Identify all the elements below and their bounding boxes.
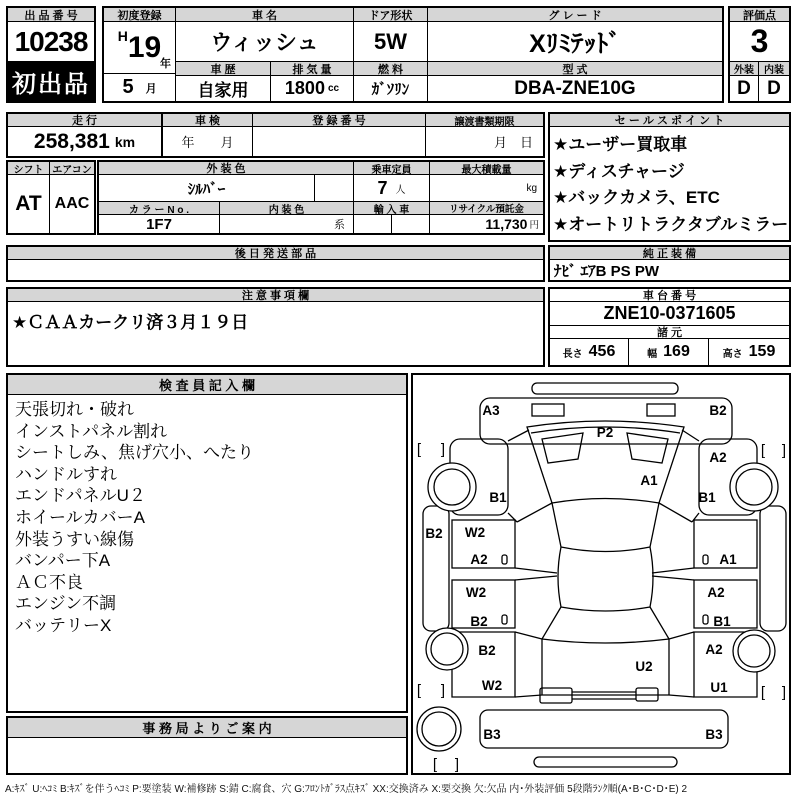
damage-code: A1 (640, 473, 658, 488)
inspector-note: ホイールカバーA (15, 507, 145, 527)
registration-number-value (253, 127, 426, 156)
height-label: 高さ (722, 348, 743, 360)
wheel-front-right (730, 463, 778, 511)
section-office-info (6, 716, 408, 775)
damage-code: W2 (464, 525, 486, 540)
damage-code: A2 (705, 642, 723, 657)
tire-bracket: [ (416, 441, 422, 458)
auction-number-header: 出 品 番 号 (8, 8, 94, 22)
damage-code: U2 (635, 659, 653, 674)
max-load-value: kg (430, 175, 543, 202)
sales-point: ★ユーザー買取車 (553, 135, 688, 154)
exterior-color-header: 外 装 色 (99, 162, 354, 175)
inspector-note: エンドパネルU２ (15, 486, 146, 506)
damage-code: A1 (719, 552, 737, 567)
history-value: 自家用 (176, 76, 271, 101)
rear-bumper-strip (534, 757, 677, 767)
section-inspector-notes (6, 373, 408, 713)
reg-year-value: 19 (127, 30, 162, 64)
tire-bracket: ] (440, 682, 446, 699)
fuel-header: 燃 料 (354, 62, 428, 76)
inspector-notes-header: 検 査 員 記 入 欄 (8, 375, 406, 395)
section-notice (6, 287, 545, 367)
office-info-header: 事 務 局 よ り ご 案 内 (8, 718, 406, 738)
damage-code: P2 (596, 425, 614, 440)
recycle-fee-unit: 円 (529, 220, 539, 231)
mileage-number: 258,381 (33, 129, 110, 153)
interior-color-header: 内 装 色 (220, 202, 354, 215)
front-fold-lines (508, 430, 699, 547)
shaken-header: 車 検 (163, 114, 253, 127)
shift-header: シフト (8, 162, 50, 175)
aircon-header: エアコン (50, 162, 94, 175)
exterior-grade-header: 外装 (730, 62, 759, 76)
inspector-note: ＡＣ不良 (15, 572, 83, 592)
inspector-note: シートしみ、焦げ穴小、へたり (15, 443, 255, 463)
damage-code: B1 (489, 490, 507, 505)
model-code-value: DBA-ZNE10G (514, 77, 636, 99)
recycle-fee-value (430, 215, 543, 233)
legend-text: A:ｷｽﾞ U:ﾍｺﾐ B:ｷｽﾞを伴うﾍｺﾐ P:要塗装 W:補修跡 S:錆 C:腐食、穴 G:ﾌﾛﾝﾄｶﾞﾗｽ点ｷｽﾞ XX:交換済み X:要交換 欠:欠品 内･外装評価 5段階ﾗﾝｸ順(A･B･C･D･E) 2 (5, 784, 688, 795)
model-code-header: 型 式 (428, 62, 722, 76)
section-evaluation (728, 6, 791, 103)
month-unit: 月 (145, 82, 157, 95)
import-cell-1 (354, 215, 392, 233)
year-unit: 年 (160, 58, 171, 70)
headlight-right (647, 404, 675, 416)
section-shift-aircon (6, 160, 96, 235)
damage-code: B3 (705, 727, 723, 742)
mileage-header: 走 行 (8, 114, 163, 127)
headlight-left (532, 404, 564, 416)
door-handle (502, 615, 507, 624)
score-header: 評価点 (730, 8, 789, 22)
width-label: 幅 (647, 348, 658, 360)
recycle-fee-number: 11,730 (485, 216, 528, 232)
aircon-value: AAC (54, 195, 90, 212)
wheel-rear-left (426, 628, 468, 670)
chassis-number-header: 車 台 番 号 (550, 289, 789, 302)
section-later-parts (6, 245, 545, 282)
equipment-value: ﾅﾋﾞ ｴｱB PS PW (554, 262, 660, 280)
reg-month-value: 5 (122, 76, 134, 98)
section-damage-diagram (411, 373, 791, 775)
damage-code: B1 (713, 614, 731, 629)
damage-code: B2 (709, 403, 727, 418)
auction-number-value: 10238 (8, 22, 94, 62)
wheel-rear-right (733, 630, 775, 672)
sales-point: ★オートリトラクタブルミラー (553, 214, 789, 234)
damage-code: A3 (482, 403, 500, 418)
sales-point: ★バックカメラ、ETC (553, 188, 720, 207)
era-letter: H (117, 28, 128, 44)
mileage-value (8, 127, 163, 156)
tire-bracket: ] (440, 441, 446, 458)
tire-bracket: ] (781, 684, 787, 701)
displacement-unit: cc (327, 83, 340, 94)
capacity-unit: 人 (395, 184, 406, 196)
office-info-value (8, 738, 406, 773)
exterior-grade-value: D (730, 76, 759, 101)
damage-code: B2 (478, 643, 496, 658)
sales-point: ★ディスチャージ (553, 161, 685, 181)
height-value: 159 (748, 343, 776, 360)
first-listing-badge: 初出品 (8, 62, 94, 101)
import-cell-2 (392, 215, 430, 233)
import-header: 輸 入 車 (354, 202, 430, 215)
capacity-number: 7 (377, 177, 388, 198)
door-handle (502, 555, 507, 564)
front-bumper-strip (532, 383, 678, 394)
mileage-unit: km (114, 133, 136, 150)
chassis-number-value: ZNE10-0371605 (550, 302, 789, 326)
fuel-value: ｶﾞｿﾘﾝ (354, 76, 428, 101)
color-no-header: カ ラ ー N o . (99, 202, 220, 215)
first-registration-month (104, 74, 176, 101)
inspector-note: バンパー下A (15, 551, 111, 571)
wiper-right (627, 433, 668, 463)
damage-code: A2 (470, 552, 488, 567)
inspector-note: バッテリーX (15, 615, 112, 635)
grade-value: Xﾘﾐﾃｯﾄﾞ (428, 22, 722, 62)
spare-tire (417, 707, 461, 751)
height-cell (709, 339, 789, 365)
damage-code: B2 (470, 614, 488, 629)
tire-bracket: [ (760, 442, 766, 459)
door-shape-header: ドア形状 (354, 8, 428, 22)
roof-outline (558, 547, 653, 611)
later-parts-header: 後 日 発 送 部 品 (8, 247, 543, 260)
inspector-notes-list (8, 395, 406, 711)
wheel-front-left (428, 463, 476, 511)
car-name-value: ウィッシュ (176, 22, 354, 62)
first-registration-header: 初度登録 (104, 8, 176, 22)
length-value: 456 (588, 343, 616, 360)
damage-code: B3 (483, 727, 501, 742)
door-shape-value: 5W (354, 22, 428, 62)
exterior-color-value: ｼﾙﾊﾞｰ (99, 175, 315, 202)
later-parts-value (8, 260, 543, 280)
inspector-note: エンジン不調 (15, 594, 117, 614)
rocker-panel-left (423, 506, 449, 631)
damage-code: A2 (707, 585, 725, 600)
inspector-note: ハンドルすれ (15, 464, 117, 484)
interior-grade-value: D (767, 77, 781, 99)
damage-code: A2 (709, 450, 727, 465)
damage-code: U1 (710, 680, 728, 695)
recycle-fee-header: リサイクル預託金 (430, 202, 543, 215)
damage-code: B1 (698, 490, 716, 505)
section-mileage-registration (6, 112, 545, 158)
car-diagram (413, 375, 789, 773)
capacity-value (354, 175, 430, 202)
tire-bracket: [ (760, 684, 766, 701)
inspector-note: インストパネル割れ (15, 421, 168, 441)
transfer-deadline-value: 月 日 (493, 135, 533, 150)
interior-grade-header: 内装 (759, 62, 789, 76)
door-handle (703, 615, 708, 624)
shift-value: AT (8, 175, 50, 233)
sales-points-list (550, 127, 789, 240)
rocker-panel-right (760, 506, 786, 631)
section-auction-number (6, 6, 96, 103)
equipment-header: 純 正 装 備 (550, 247, 789, 260)
tire-bracket: [ (432, 756, 438, 773)
width-value: 169 (663, 343, 690, 360)
length-label: 長さ (562, 348, 583, 360)
displacement-number: 1800 (284, 78, 325, 98)
color-no-value: 1F7 (99, 215, 220, 233)
rear-bumper (480, 710, 728, 748)
damage-code: W2 (465, 585, 487, 600)
sales-points-header: セ ー ル ス ポ イ ン ト (550, 114, 789, 127)
width-cell (629, 339, 709, 365)
tire-bracket: ] (454, 756, 460, 773)
tire-bracket: ] (781, 442, 787, 459)
exterior-color-sub-cell (315, 175, 354, 202)
tire-bracket: [ (416, 682, 422, 699)
section-color-specs (97, 160, 545, 235)
dimensions-header: 諸 元 (550, 326, 789, 339)
inspector-note: 外装うすい線傷 (15, 529, 134, 549)
section-sales-points (548, 112, 791, 242)
displacement-header: 排 気 量 (271, 62, 354, 76)
rear-glass-outline (542, 607, 669, 643)
displacement-value (271, 76, 354, 101)
shaken-value: 年 月 (163, 127, 253, 156)
interior-color-value: 系 (220, 215, 354, 233)
pillar-fold-lines (515, 568, 694, 580)
wiper-left (542, 433, 583, 463)
section-equipment (548, 245, 791, 282)
first-registration-year (104, 22, 176, 74)
damage-code: W2 (481, 678, 503, 693)
damage-code: B2 (425, 526, 443, 541)
car-name-header: 車 名 (176, 8, 354, 22)
registration-number-header: 登 録 番 号 (253, 114, 426, 127)
capacity-header: 乗車定員 (354, 162, 430, 175)
section-vehicle-header (102, 6, 724, 103)
section-chassis (548, 287, 791, 367)
length-cell (550, 339, 629, 365)
max-load-header: 最大積載量 (430, 162, 543, 175)
grade-header: グ レ ー ド (428, 8, 722, 22)
score-value: 3 (730, 22, 789, 62)
notice-value: ★ＣＡＡカークリ済３月１９日 (12, 313, 249, 332)
door-handle (703, 555, 708, 564)
notice-header: 注 意 事 項 欄 (8, 289, 543, 302)
history-header: 車 歴 (176, 62, 271, 76)
inspector-note: 天張切れ・破れ (15, 400, 134, 419)
transfer-deadline-header: 譲渡書類期限 (426, 114, 543, 127)
